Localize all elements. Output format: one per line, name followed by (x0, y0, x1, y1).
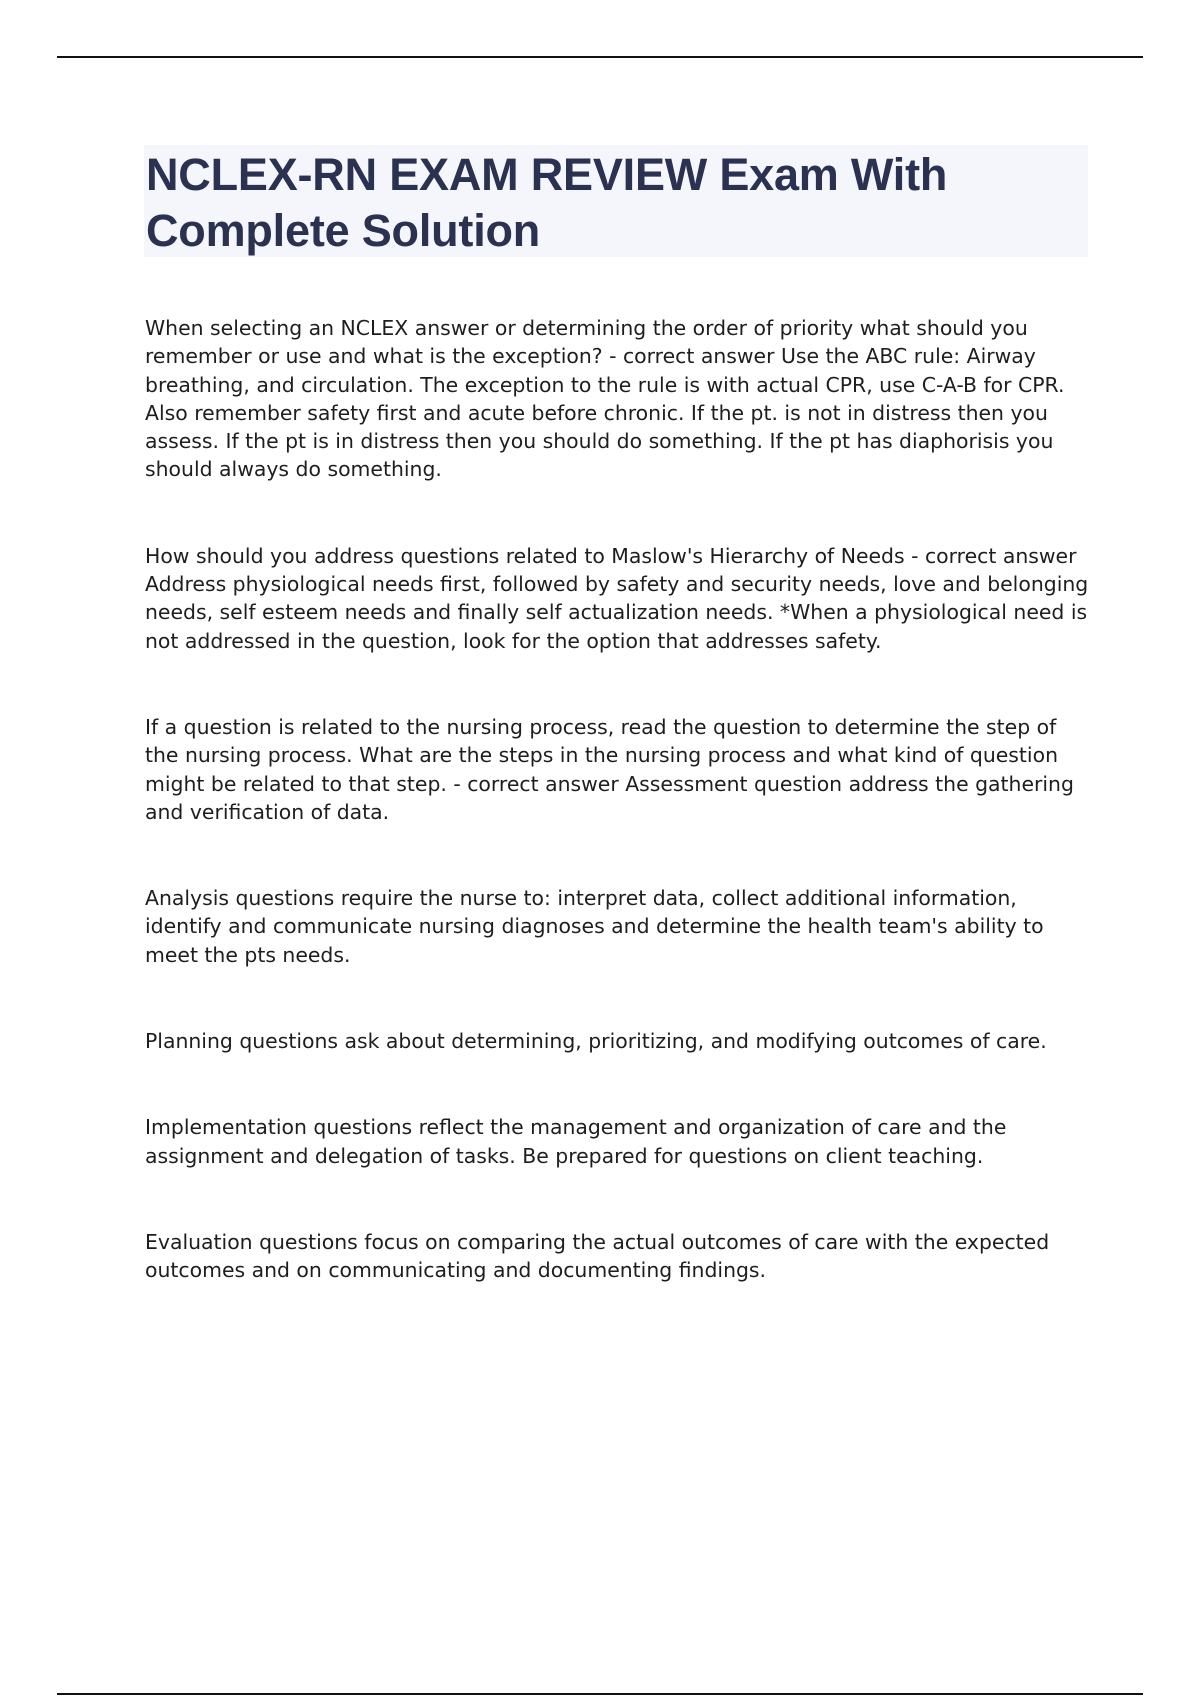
document-body (145, 314, 1095, 1285)
paragraph-analysis: Analysis questions require the nurse to: interpret data, collect additional information, identify and communicate nursing diagnoses and determine the health team's ability to meet the pts needs. (145, 886, 1044, 967)
title-banner (144, 145, 1088, 257)
page-title: NCLEX-RN EXAM REVIEW Exam With Complete Solution (146, 149, 948, 256)
paragraph-evaluation: Evaluation questions focus on comparing the actual outcomes of care with the expected outcomes and on communicating and documenting findings. (145, 1229, 1050, 1283)
paragraph-abc-rule: When selecting an NCLEX answer or determining the order of priority what should you remember or use and what is the exception? - correct answer Use the ABC rule: Airway breathing, and circulation. The exception to the rule is with actual CPR, use C-A-B for CPR. Also remember safety first and acute before chronic. If the pt. is not in distress then you assess. If the pt is in distress then you should do something. If the pt has diaphorisis you should always do something. (145, 316, 1065, 482)
paragraph-nursing-process: If a question is related to the nursing process, read the question to determine the step of the nursing process. What are the steps in the nursing process and what kind of question might be related to that step. - correct answer Assessment question address the gathering and verification of data. (145, 714, 1074, 824)
paragraph-planning: Planning questions ask about determining, prioritizing, and modifying outcomes of care. (145, 1029, 1047, 1054)
top-divider (57, 56, 1143, 58)
paragraph-implementation: Implementation questions reflect the management and organization of care and the assignment and delegation of tasks. Be prepared for questions on client teaching. (145, 1115, 1007, 1168)
paragraph-maslow: How should you address questions related to Maslow's Hierarchy of Needs - correct answer Address physiological needs first, followed by safety and security needs, love and belonging needs, self esteem needs and finally self actualization needs. *When a physiological need is not addressed in the question, look for the option that addresses safety. (145, 543, 1089, 653)
bottom-divider (57, 1693, 1143, 1695)
